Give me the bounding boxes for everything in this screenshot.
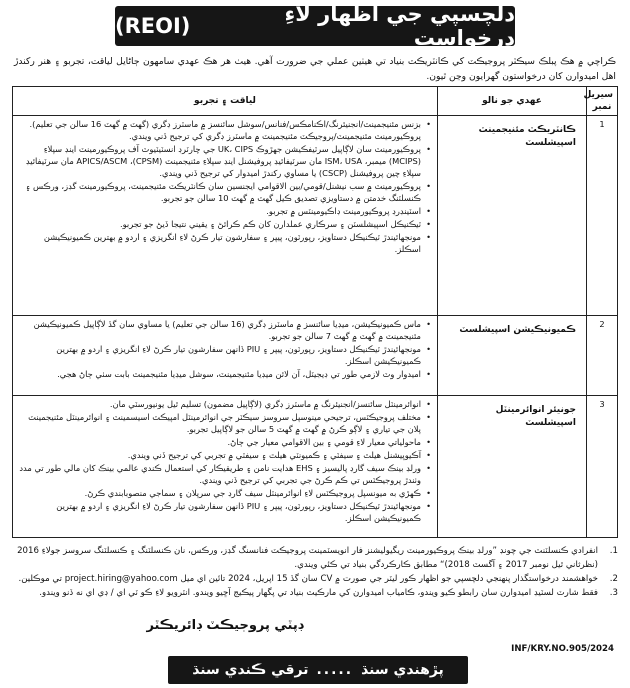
reference-number: INF/KRY.NO.905/2024 <box>511 644 614 654</box>
title-banner <box>115 2 515 50</box>
qualification-item: • مختلف پروجيڪٽس، ترجيحي مينوسپل سروسز سيڪٽر جي انوائرمينٽل امپيڪٽ اسيسمينٽ ۽ انوائرمينٽل مئنيجمينٽ پلان جي تياري ۽ لاڳو ڪرڻ ۾ گهٽ ۾ گهٽ 5 سالن جو لاڳاپيل تجربو. <box>17 411 421 435</box>
header-serial: سيريل نمبر <box>587 87 618 116</box>
qualification-item: • مونجهائيندڙ ٽيڪنيڪل دستاويز، رپورٽون، پيپر ۽ PIU ڏانهن سفارشون تيار ڪرڻ لاءِ انگريزي ۽ اردو ۾ بهترين ڪميونيڪيشن اسڪلز. <box>17 500 421 524</box>
header-qualification: لياقت ۽ تجربو <box>13 87 438 116</box>
notes-section <box>14 544 618 600</box>
table-row <box>13 116 618 316</box>
qualification-item: • اسٽينڊرڊ پروڪيورمينٽ ڊاڪيومينٽس ۾ تجربو. <box>17 205 421 217</box>
qualification-item: • ڪهڙي به ميونسپل پروجيڪٽس لاءِ انوائرمينٽل سيف گارڊ جي سرپلان ۽ سماجي منصوبابندي ڪرڻ. <box>17 487 421 499</box>
footer-slogan-bar <box>168 656 468 684</box>
table-row <box>13 316 618 396</box>
note-number: 1. <box>609 546 618 556</box>
post-cell <box>438 116 587 316</box>
note-text: خواهشمند درخواستگذار پنهنجي دلچسپي جو اظهار ڪور ليٽر جي صورت ۾ CV سان گڏ 15 اپريل، 2024 تائين اي ميل project.hiring@yahoo.com تي موڪلين. <box>18 574 598 584</box>
footer-slogan-left: پڙهندي سنڌ <box>361 662 444 678</box>
signatory-designation: ڊپٽي پروجيڪٽ ڊائريڪٽر <box>146 618 304 633</box>
title-text: دلچسپي جي اظهار لاءِ درخواست <box>284 2 515 50</box>
qualification-item: • ٽيڪنيڪل اسپيشلسٽن ۽ سرڪاري عملدارن کان ڪم ڪرائڻ ۽ يقيني نتيجا ڏيڻ جو تجربو. <box>17 218 421 230</box>
note-text: انفرادي ڪنسلٽنٽ جي چونڊ ”ورلڊ بينڪ پروڪيورمينٽ ريگيوليشنز فار انويسٽمينٽ پروجيڪٽ فنانسنگ گڊز، ورڪس، نان ڪنسلٽنگ ۽ ڪنسلٽنگ سروسز جولاءِ 2016 (نظرثاني ٿيل نومبر 2017 ۽ آگسٽ 2018)“ مطابق ڪارڪردگي بنياد تي ڪئي ويندي. <box>17 546 598 570</box>
serial-cell: 1 <box>587 116 618 316</box>
serial-cell: 2 <box>587 316 618 396</box>
qualification-item: • پروڪيورمينٽ سان لاڳاپيل سرٽيفڪيشن جهڙوڪ UK، CIPS جي چارٽرڊ انسٽيٽيوٽ آف پروڪيورمينٽ اينڊ سپلاءِ (MCIPS) ميمبر، ISM، USA مان سرٽيفائيڊ پروفيشنل اينڊ سپلاءِ مئنيجمينٽ (CPSM)، APICS/ASCM مان سرٽيفائيڊ سپلاءِ چين پروفيشنل (CSCP) يا مساوي رکندڙ اميدوار کي ترجيح ڏني ويندي. <box>17 143 421 179</box>
note-item <box>14 544 618 572</box>
qualification-item: • مونجهائيندڙ ٽيڪنيڪل دستاويز، رپورٽون، پيپر ۽ سفارشون تيار ڪرڻ لاءِ انگريزي ۽ اردو ۾ بهترين ڪميونيڪيشن اسڪلز. <box>17 231 421 255</box>
qualification-item: • اميدوار وٽ لازمي طور تي ڊيجيٽل، آن لائن ميڊيا مئنيجمينٽ، سوشل ميڊيا مئنيجمينٽ بابت سٺي ڄاڻ هجي. <box>17 368 421 380</box>
table-header-row <box>13 87 618 116</box>
intro-paragraph: ڪراچي ۾ هڪ پبلڪ سيڪٽر پروجيڪٽ کي ڪانٽريڪٽ بنياد تي هيٺين عملي جي ضرورت آهي. هيٺ هر هڪ عهدي سامهون ڄاڻايل لياقت، تجربو ۽ هنر رکندڙ اهل اميدوارن کان درخواستون گهرايون وڃن ٿيون. <box>14 56 616 82</box>
qualification-cell <box>13 396 438 538</box>
qualification-item: • آڪيوپيشنل هيلٿ ۽ سيفٽي ۽ ڪميونٽي هيلٿ ۽ سيفٽي ۾ تجربي کي ترجيح ڏني ويندي. <box>17 449 421 461</box>
post-cell <box>438 316 587 396</box>
footer-dots: ..... <box>316 662 354 678</box>
qualification-item: • بزنس مئنيجمينٽ/انجنيئرنگ/اڪنامڪس/فنانس/سوشل سائنسز ۾ ماسٽرز ڊگري (گهٽ ۾ گهٽ 16 سالن جي تعليم). پروڪيورمينٽ مئنيجمينٽ/پروجيڪٽ مئنيجمينٽ ۾ ماسٽرز ڊگري کي ترجيح ڏني ويندي. <box>17 118 421 142</box>
post-name: ڪميونيڪيشن اسپيشلسٽ <box>459 325 576 335</box>
title-abbreviation: (REOI) <box>115 14 191 38</box>
qualification-item: • ماس ڪميونيڪيشن، ميڊيا سائنسز ۾ ماسٽرز ڊگري (16 سالن جي تعليم) يا مساوي سان گڏ لاڳاپيل ڪميونيڪيشن مئنيجمينٽ ۾ گهٽ ۾ گهٽ 7 سالن جو تجربو. <box>17 318 421 342</box>
qualification-item: • انوائرمينٽل سائنسز/انجنيئرنگ ۾ ماسٽرز ڊگري (لاڳاپيل مضمون) تسليم ٿيل يونيورسٽي مان. <box>17 398 421 410</box>
qualification-item: • ماحولياتي معيار لاءِ قومي ۽ بين الاقوامي معيار جي ڄاڻ. <box>17 436 421 448</box>
header-post: عهدي جو نالو <box>438 87 587 116</box>
note-number: 3. <box>609 588 618 598</box>
note-text: فقط شارٽ لسٽيڊ اميدوارن سان رابطو ڪيو ويندو، ڪامياب اميدوارن کي مارڪيٽ بنياد تي پگهار پيڪيج آڇيو ويندو. انٽرويو لاءِ ڪو ٽي اي / ڊي اي نه ڏنو ويندو. <box>39 588 598 598</box>
post-name: ڪانٽريڪٽ مئنيجمينٽ اسپيشلسٽ <box>478 125 576 148</box>
qualification-item: • پروڪيورمينٽ ۾ سب نيشنل/قومي/بين الاقوامي ايجنسين سان ڪانٽريڪٽ مئنيجمينٽ، پروڪيورمينٽ گڊز، ورڪس ۽ ڪنسلٽنگ خدمتن ۾ دستاويزي تصديق ڪيل گهٽ ۾ گهٽ 10 سالن جو تجربو. <box>17 180 421 204</box>
note-number: 2. <box>609 574 618 584</box>
serial-cell: 3 <box>587 396 618 538</box>
qualification-cell <box>13 116 438 316</box>
table-row <box>13 396 618 538</box>
post-name: جونيئر انوائرمينٽل اسپيشلسٽ <box>495 405 576 428</box>
footer-slogan-right: ترقي ڪندي سنڌ <box>192 662 309 678</box>
note-item <box>14 572 618 586</box>
qualification-item: • ورلڊ بينڪ سيف گارڊ پاليسيز ۽ EHS هدايت نامن ۽ طريقيڪار کي استعمال ڪندي عالمي بينڪ کان مالي طور تي مدد وٺندڙ پروجيڪٽس تي ڪم ڪرڻ جي تجربي کي ترجيح ڏني ويندي. <box>17 462 421 486</box>
requirements-table <box>12 86 618 538</box>
qualification-item: • مونجهائيندڙ ٽيڪنيڪل دستاويز، رپورٽون، پيپر ۽ PIU ڏانهن سفارشون تيار ڪرڻ لاءِ انگريزي ۽ اردو ۾ بهترين ڪميونيڪيشن اسڪلز. <box>17 343 421 367</box>
post-cell <box>438 396 587 538</box>
qualification-cell <box>13 316 438 396</box>
note-item <box>14 586 618 600</box>
